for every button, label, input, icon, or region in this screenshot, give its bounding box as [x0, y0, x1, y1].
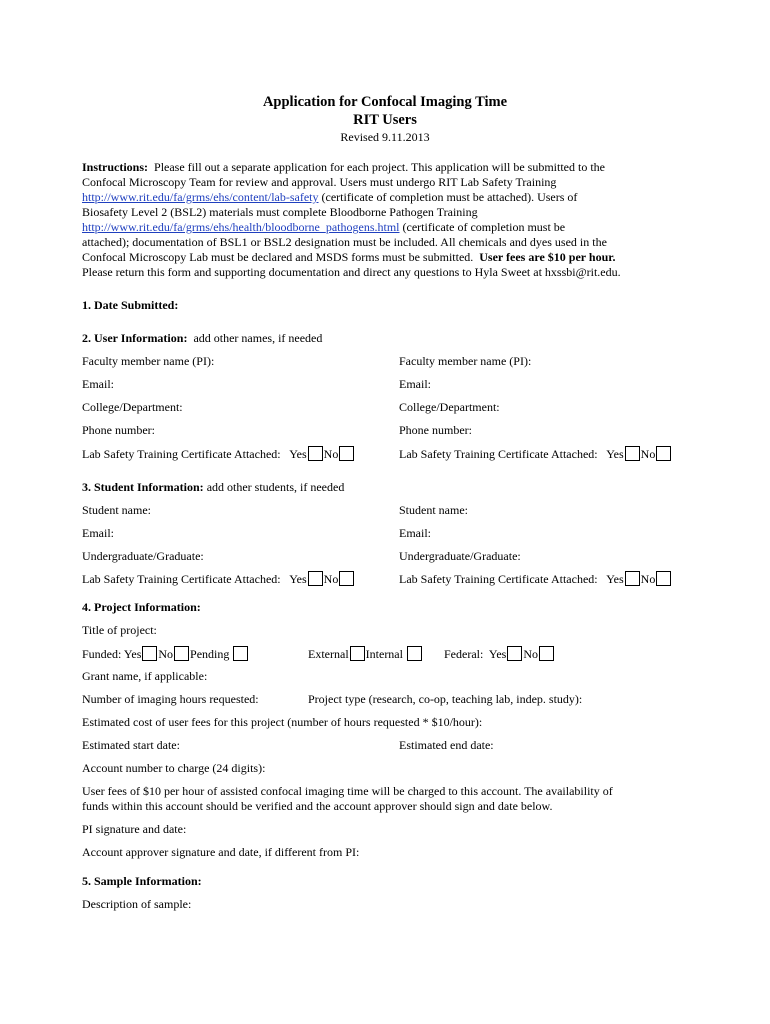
student-level-label-2: Undergraduate/Graduate: — [399, 549, 521, 563]
phone-number-label: Phone number: — [82, 423, 155, 437]
revision-date: Revised 9.11.2013 — [340, 130, 430, 144]
student-lab-safety-row — [82, 571, 355, 587]
project-type-label: Project type (research, co-op, teaching lab, indep. study): — [308, 692, 583, 706]
lab-safety-label: Lab Safety Training Certificate Attached: — [399, 447, 598, 461]
start-date-label: Estimated start date: — [82, 738, 180, 752]
no-label: No — [323, 447, 339, 461]
account-number-label: Account number to charge (24 digits): — [82, 761, 266, 775]
user-info-title: 2. User Information: — [82, 331, 188, 345]
pi-signature-label: PI signature and date: — [82, 822, 187, 836]
no-label: No — [640, 447, 656, 461]
student-name-label: Student name: — [82, 503, 151, 517]
yes-checkbox[interactable] — [625, 446, 640, 461]
federal-yes-label: Yes — [488, 647, 507, 661]
no-checkbox[interactable] — [656, 571, 671, 586]
faculty-lab-safety-row-2 — [399, 446, 672, 462]
instructions-line: Biosafety Level 2 (BSL2) materials must complete Bloodborne Pathogen Training — [82, 205, 478, 219]
funded-row — [82, 646, 249, 662]
approver-signature-label: Account approver signature and date, if different from PI: — [82, 845, 360, 859]
college-department-label-2: College/Department: — [399, 400, 500, 414]
federal-no-checkbox[interactable] — [539, 646, 554, 661]
user-info-note: add other names, if needed — [193, 331, 323, 345]
student-level-label: Undergraduate/Graduate: — [82, 549, 204, 563]
yes-label: Yes — [606, 447, 624, 461]
pending-label: Pending — [190, 647, 230, 661]
yes-label: Yes — [289, 572, 307, 586]
phone-number-label-2: Phone number: — [399, 423, 472, 437]
no-checkbox[interactable] — [339, 571, 354, 586]
federal-row — [444, 646, 555, 662]
form-subtitle: RIT Users — [353, 112, 417, 128]
date-submitted-heading: 1. Date Submitted: — [82, 298, 179, 312]
external-label: External — [308, 647, 349, 661]
funded-no-checkbox[interactable] — [174, 646, 189, 661]
faculty-name-label: Faculty member name (PI): — [82, 354, 215, 368]
no-label: No — [323, 572, 339, 586]
lab-safety-label: Lab Safety Training Certificate Attached: — [399, 572, 598, 586]
faculty-email-label: Email: — [82, 377, 114, 391]
lab-safety-link[interactable]: http://www.rit.edu/fa/grms/ehs/content/lab-safety — [82, 190, 319, 204]
funded-yes-checkbox[interactable] — [142, 646, 157, 661]
yes-label: Yes — [289, 447, 307, 461]
estimated-cost-label: Estimated cost of user fees for this project (number of hours requested * $10/hour): — [82, 715, 483, 729]
student-lab-safety-row-2 — [399, 571, 672, 587]
yes-checkbox[interactable] — [308, 571, 323, 586]
sample-description-label: Description of sample: — [82, 897, 192, 911]
project-title-label: Title of project: — [82, 623, 157, 637]
funded-yes-label: Yes — [123, 647, 142, 661]
faculty-email-label-2: Email: — [399, 377, 431, 391]
bloodborne-link[interactable]: http://www.rit.edu/fa/grms/ehs/health/bloodborne_pathogens.html — [82, 220, 400, 234]
funded-label: Funded: — [82, 647, 122, 661]
federal-no-label: No — [523, 647, 539, 661]
college-department-label: College/Department: — [82, 400, 183, 414]
form-title: Application for Confocal Imaging Time — [262, 94, 508, 110]
faculty-lab-safety-row — [82, 446, 355, 462]
student-email-label: Email: — [82, 526, 114, 540]
funded-no-label: No — [158, 647, 174, 661]
yes-label: Yes — [606, 572, 624, 586]
external-checkbox[interactable] — [350, 646, 365, 661]
instructions-line: Please fill out a separate application for each project. This application will be submitted to the — [154, 160, 605, 174]
faculty-name-label-2: Faculty member name (PI): — [399, 354, 532, 368]
instructions-line: attached); documentation of BSL1 or BSL2 designation must be included. All chemicals and dyes used in the — [82, 235, 607, 249]
federal-yes-checkbox[interactable] — [507, 646, 522, 661]
no-label: No — [640, 572, 656, 586]
student-info-title: 3. Student Information: — [82, 480, 204, 494]
user-fees-text-line1: User fees of $10 per hour of assisted confocal imaging time will be charged to this account. The availability of — [82, 784, 613, 798]
yes-checkbox[interactable] — [625, 571, 640, 586]
student-name-label-2: Student name: — [399, 503, 468, 517]
instructions-line: Confocal Microscopy Lab must be declared and MSDS forms must be submitted. — [82, 250, 474, 264]
project-info-heading: 4. Project Information: — [82, 600, 201, 614]
lab-safety-label: Lab Safety Training Certificate Attached: — [82, 447, 281, 461]
instructions-line: (certificate of completion must be — [402, 220, 566, 234]
lab-safety-label: Lab Safety Training Certificate Attached: — [82, 572, 281, 586]
instructions-line: Confocal Microscopy Team for review and approval. Users must undergo RIT Lab Safety Training — [82, 175, 557, 189]
student-info-heading — [82, 480, 344, 495]
instructions — [82, 160, 682, 280]
instructions-label: Instructions: — [82, 160, 149, 174]
user-fees-note: User fees are $10 per hour. — [479, 250, 616, 264]
student-email-label-2: Email: — [399, 526, 431, 540]
federal-label: Federal: — [444, 647, 484, 661]
instructions-line: Please return this form and supporting documentation and direct any questions to Hyla Sweet at hxssbi@rit.edu. — [82, 265, 621, 279]
user-info-heading — [82, 331, 322, 346]
instructions-line: (certificate of completion must be attached). Users of — [321, 190, 578, 204]
pending-checkbox[interactable] — [233, 646, 248, 661]
internal-checkbox[interactable] — [407, 646, 422, 661]
funding-source-row — [308, 646, 423, 662]
imaging-hours-label: Number of imaging hours requested: — [82, 692, 259, 706]
sample-info-heading: 5. Sample Information: — [82, 874, 202, 888]
student-info-note: add other students, if needed — [206, 480, 345, 494]
yes-checkbox[interactable] — [308, 446, 323, 461]
no-checkbox[interactable] — [339, 446, 354, 461]
grant-name-label: Grant name, if applicable: — [82, 669, 208, 683]
no-checkbox[interactable] — [656, 446, 671, 461]
internal-label: Internal — [365, 647, 403, 661]
user-fees-text-line2: funds within this account should be verified and the account approver should sign and date below. — [82, 799, 553, 813]
end-date-label: Estimated end date: — [399, 738, 494, 752]
